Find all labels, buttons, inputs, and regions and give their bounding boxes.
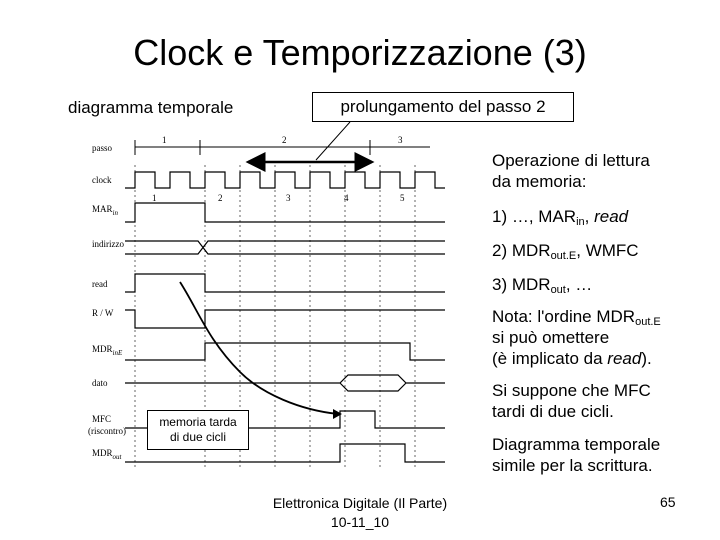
step-3: 3 bbox=[398, 135, 403, 145]
signal-label-clock: clock bbox=[92, 175, 112, 185]
callout-pointer bbox=[316, 122, 350, 160]
footer-code: 10-11_10 bbox=[330, 514, 390, 530]
step-1-text: 1) …, $MAR_{in}$, read bbox=[492, 207, 629, 228]
slide-title: Clock e Temporizzazione (3) bbox=[133, 32, 587, 73]
mdr-ine-wave bbox=[125, 343, 445, 360]
step-2: 2 bbox=[282, 135, 287, 145]
signal-label-mdr-out: $MDR_{out}$ bbox=[92, 448, 122, 461]
extension-callout: prolungamento del passo 2 bbox=[312, 92, 574, 122]
signal-label-mdr-ine: $MDR_{inE}$ bbox=[92, 344, 123, 357]
write-note-text: Diagramma temporale simile per la scrittura. bbox=[492, 435, 661, 475]
signal-label-rw: R / W bbox=[92, 308, 114, 318]
clock-tick-3: 3 bbox=[286, 193, 291, 203]
step-3-text: 3) $MDR_{out}$, … bbox=[492, 275, 593, 296]
memory-delay-box bbox=[147, 410, 249, 450]
page-number: 65 bbox=[660, 494, 676, 510]
read-wave bbox=[125, 274, 445, 292]
causality-curve bbox=[180, 282, 338, 414]
clock-tick-1: 1 bbox=[152, 193, 157, 203]
step-2-text: 2) $MDR_{out.E}$, WMFC bbox=[492, 241, 639, 262]
memory-box-line2: di due cicli bbox=[169, 430, 227, 444]
signal-label-indirizzo: indirizzo bbox=[92, 239, 124, 249]
clock-tick-4: 4 bbox=[344, 193, 349, 203]
note-text: Nota: l'ordine $MDR_{out.E}$ si può omettere (è implicato da read). bbox=[492, 307, 661, 368]
footer bbox=[240, 494, 480, 532]
diagram-label: diagramma temporale bbox=[68, 98, 234, 117]
memory-box-line1: memoria tarda bbox=[159, 415, 237, 429]
mfc-assumption-text: Si suppone che MFC tardi di due cicli. bbox=[492, 381, 651, 421]
mar-in-wave bbox=[125, 203, 445, 222]
signal-label-riscontro: (riscontro) bbox=[88, 426, 126, 436]
clock-tick-5: 5 bbox=[400, 193, 405, 203]
read-op-line2: da memoria: bbox=[492, 172, 587, 191]
signal-label-passo: passo bbox=[92, 143, 112, 153]
address-bus bbox=[125, 241, 445, 254]
clock-tick-2: 2 bbox=[218, 193, 223, 203]
signal-label-dato: dato bbox=[92, 378, 108, 388]
data-bus bbox=[125, 375, 445, 391]
step-1: 1 bbox=[162, 135, 167, 145]
read-op-line1: Operazione di lettura bbox=[492, 151, 650, 170]
signal-label-mfc: MFC bbox=[92, 414, 112, 424]
rw-wave bbox=[125, 310, 445, 328]
clock-wave bbox=[125, 172, 445, 188]
read-op-heading bbox=[492, 150, 650, 192]
footer-course: Elettronica Digitale (Il Parte) bbox=[272, 495, 448, 511]
signal-label-mar: $MAR_{in}$ bbox=[92, 204, 118, 217]
signal-label-read: read bbox=[92, 279, 108, 289]
